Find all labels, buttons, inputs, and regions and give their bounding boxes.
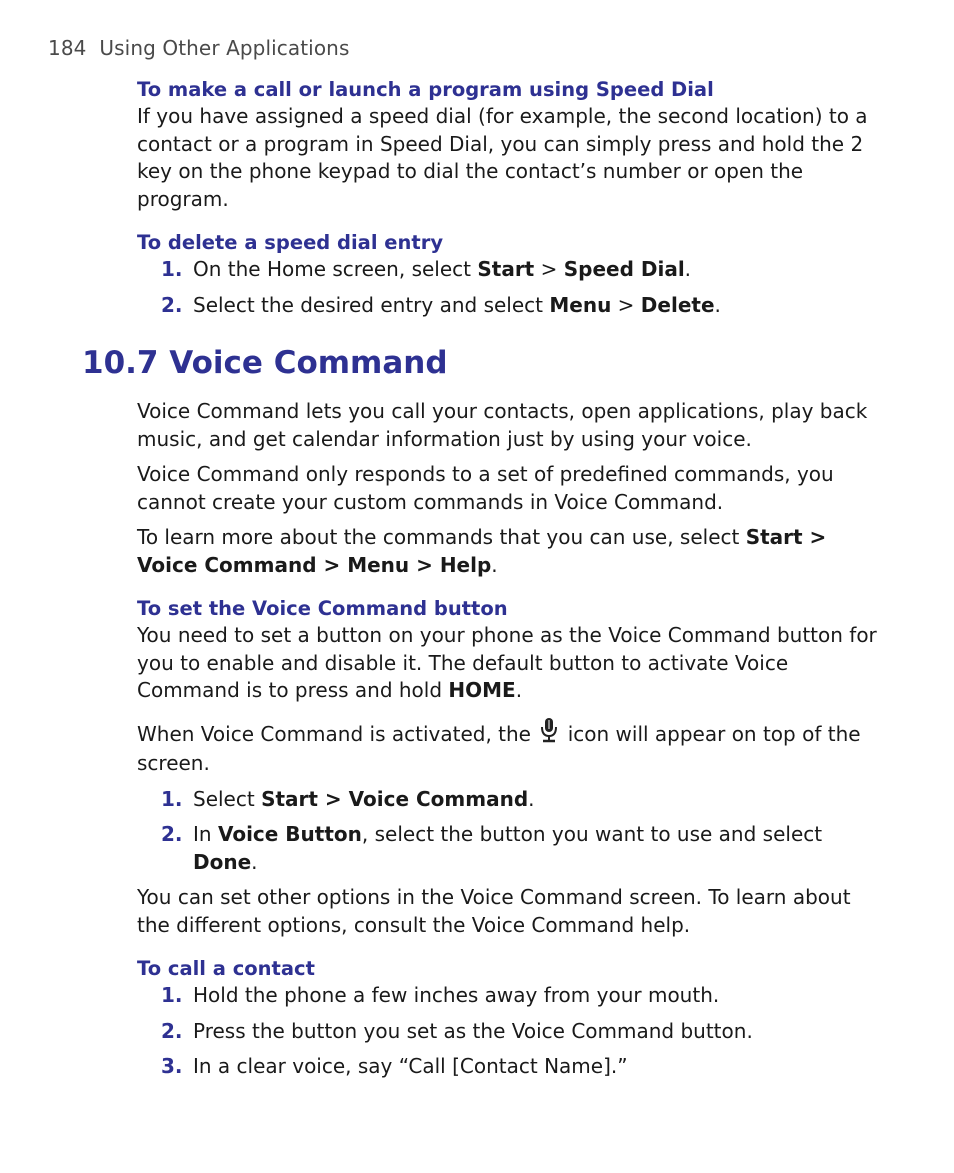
- button-paragraph: You need to set a button on your phone as the Voice Command button for you to enable and disable it. The default button to activate Voice Command is to press and hold HOME.: [137, 623, 877, 702]
- contact-heading: To call a contact: [137, 957, 315, 980]
- list-item: 2. Press the button you set as the Voice Command button.: [161, 1018, 753, 1043]
- speed-dial-delete-heading: To delete a speed dial entry: [137, 231, 444, 254]
- page-number: 184: [48, 36, 87, 60]
- voice-command-content: [137, 398, 877, 1081]
- speed-dial-call-text: If you have assigned a speed dial (for example, the second location) to a contact or a program in Speed Dial, you can simply press and hold the 2 key on the phone keypad to dial the contact’s number or open the program.: [137, 104, 868, 211]
- list-item: 1. Hold the phone a few inches away from your mouth.: [161, 983, 720, 1007]
- microphone-icon: [539, 717, 559, 751]
- learn-more-paragraph: To learn more about the commands that you can use, select Start > Voice Command > Menu > Help.: [137, 525, 827, 577]
- running-title: Using Other Applications: [99, 36, 350, 60]
- list-item: 2. Select the desired entry and select Menu > Delete.: [161, 292, 721, 317]
- activated-paragraph: When Voice Command is activated, the icon will appear on top of the screen.: [137, 717, 877, 778]
- delete-steps: [137, 256, 877, 319]
- intro-paragraph-2: Voice Command only responds to a set of predefined commands, you cannot create your custom commands in Voice Command.: [137, 462, 834, 514]
- top-content: [137, 76, 877, 319]
- section-title: 10.7 Voice Command: [82, 345, 448, 381]
- button-steps: [137, 786, 877, 877]
- options-paragraph: You can set other options in the Voice Command screen. To learn about the different options, consult the Voice Command help.: [137, 885, 851, 937]
- list-item: 2. In Voice Button, select the button you want to use and select Done.: [161, 822, 823, 874]
- running-header: [48, 36, 349, 60]
- list-item: 3. In a clear voice, say “Call [Contact Name].”: [161, 1054, 628, 1078]
- speed-dial-call-heading: To make a call or launch a program using Speed Dial: [137, 78, 714, 101]
- list-item: 1. On the Home screen, select Start > Speed Dial.: [161, 257, 692, 281]
- intro-paragraph-1: Voice Command lets you call your contacts, open applications, play back music, and get calendar information just by using your voice.: [137, 399, 868, 451]
- button-heading: To set the Voice Command button: [137, 597, 508, 620]
- list-item: 1. Select Start > Voice Command.: [161, 786, 535, 811]
- contact-steps: [137, 982, 877, 1081]
